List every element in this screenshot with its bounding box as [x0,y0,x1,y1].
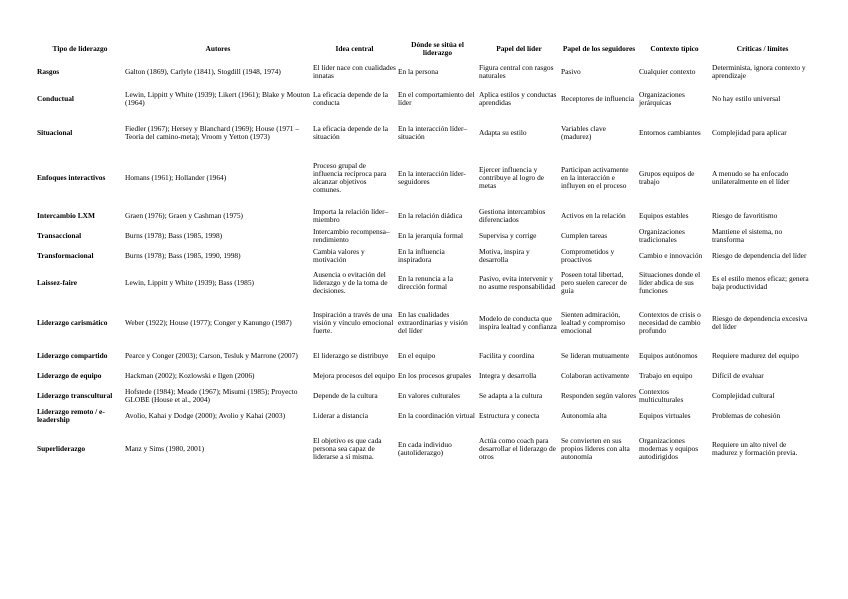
table-cell: Equipos autónomos [639,350,698,360]
table-row [36,366,814,386]
leadership-type: Liderazgo transcultural [37,390,113,400]
table-cell: Complejidad para aplicar [712,127,787,137]
table-cell: Motiva, inspira y desarrolla [479,246,530,264]
table-row [36,206,814,226]
table-cell: Se convierten en sus propios líderes con alta autonomía [561,435,630,462]
table-row [36,386,814,406]
table-row [36,346,814,366]
table-cell: Mantiene el sistema, no transforma [712,226,783,244]
authors-cell: Fiedler (1967); Hersey y Blanchard (1969); House (1971 – Teoría del camino-meta); Vroom y Yetton (1973) [125,123,300,141]
leadership-table [36,36,814,472]
table-cell: Requiere un alto nivel de madurez y formación previa. [712,439,798,457]
table-cell: Equipos virtuales [639,410,691,420]
table-cell: Riesgo de dependencia del líder [712,250,807,260]
table-cell: Colaboran activamente [561,370,630,380]
table-row [36,426,814,472]
table-cell: Equipos estables [639,210,689,220]
table-cell: Actúa como coach para desarrollar el liderazgo de otros [479,435,556,462]
table-row [36,226,814,246]
table-cell: En el comportamiento del líder [398,89,475,107]
table-cell: Cumplen tareas [561,230,608,240]
table-cell: Receptores de influencia [561,93,635,103]
table-cell: Requiere madurez del equipo [712,350,799,360]
table-cell: No hay estilo universal [712,93,781,103]
authors-cell: Homans (1961); Hollander (1964) [125,172,227,182]
table-cell: Modelo de conducta que inspira lealtad y confianza [479,313,557,331]
table-cell: Inspiración a través de una visión y vínculo emocional fuerte. [313,309,394,336]
table-cell: Activos en la relación [561,210,626,220]
leadership-type: Laissez-faire [37,277,78,287]
authors-cell: Graen (1976); Graen y Cashman (1975) [125,210,244,220]
table-row [36,406,814,426]
table-cell: Entornos cambiantes [639,127,701,137]
table-cell: En las cualidades extraordinarias y visión del líder [398,309,468,336]
header-cell: Tipo de liderazgo [52,43,108,53]
table-cell: Aplica estilos y conductas aprendidas [479,89,557,107]
table-cell: Poseen total libertad, pero suelen carecer de guía [561,269,627,296]
table-cell: En la coordinación virtual [398,410,475,420]
table-row [36,82,814,116]
header-cell: Dónde se sitúa el liderazgo [411,39,464,57]
table-cell: Contextos multiculturales [639,386,684,404]
table-cell: En la renuncia a la dirección formal [398,273,453,291]
table-row [36,116,814,150]
table-cell: El liderazgo se distribuye [313,350,389,360]
table-cell: Grupos equipos de trabajo [639,168,695,186]
table-cell: Organizaciones modernas y equipos autodirigidos [639,435,699,462]
table-cell: Importa la relación líder–miembro [313,206,389,224]
table-cell: Pasivo [561,66,581,76]
table-row [36,300,814,346]
table-cell: Liderar a distancia [313,410,368,420]
leadership-type: Liderazgo carismático [37,317,108,327]
leadership-type: Transaccional [37,230,82,240]
table-cell: La eficacia depende de la conducta [313,89,389,107]
authors-cell: Galton (1869), Carlyle (1841), Stogdill (1948, 1974) [125,66,281,76]
authors-cell: Weber (1922); House (1977); Conger y Kanungo (1987) [125,317,292,327]
header-cell: Papel del líder [496,43,542,53]
leadership-type: Liderazgo remoto / e-leadership [37,406,105,424]
table-cell: Sienten admiración, lealtad y compromiso emocional [561,309,626,336]
table-row [36,246,814,266]
table-cell: Complejidad cultural [712,390,775,400]
table-cell: Contextos de crisis o necesidad de cambio profundo [639,309,701,336]
table-cell: Supervisa y corrige [479,230,537,240]
header-cell: Autores [205,43,231,53]
table-cell: Integra y desarrolla [479,370,537,380]
table-cell: Cualquier contexto [639,66,696,76]
header-row [36,36,814,62]
table-cell: En los procesos grupales [398,370,472,380]
table-cell: Organizaciones tradicionales [639,226,685,244]
authors-cell: Hofstede (1984); Meade (1967); Misumi (1985); Proyecto GLOBE (House et al., 2004) [125,386,298,404]
table-cell: En la persona [398,66,439,76]
table-cell: Proceso grupal de influencia recíproca para alcanzar objetivos comunes. [313,160,387,195]
leadership-type: Liderazgo de equipo [37,370,102,380]
table-cell: En el equipo [398,350,436,360]
table-cell: Facilita y coordina [479,350,535,360]
table-cell: Ejercer influencia y contribuye al logro de metas [479,164,545,191]
table-cell: El objetivo es que cada persona sea capaz de liderarse a sí misma. [313,435,382,462]
table-cell: Participan activamente en la interacción e influyen en el proceso [561,164,629,191]
authors-cell: Lewin, Lippitt y White (1939); Likert (1961); Blake y Mouton (1964) [125,89,311,107]
table-cell: Trabajo en equipo [639,370,693,380]
table-cell: Comprometidos y proactivos [561,246,615,264]
table-cell: Pasivo, evita intervenir y no asume responsabilidad [479,273,556,291]
authors-cell: Lewin, Lippitt y White (1939); Bass (1985) [125,277,254,287]
table-cell: Situaciones donde el líder abdica de sus funciones [639,269,701,296]
leadership-type: Liderazgo compartido [37,350,108,360]
table-cell: Determinista, ignora contexto y aprendizaje [712,62,806,80]
leadership-type: Rasgos [37,66,60,76]
table-cell: Difícil de evaluar [712,370,764,380]
authors-cell: Hackman (2002); Kozlowski e Ilgen (2006) [125,370,255,380]
table-cell: El líder nace con cualidades innatas [313,62,396,80]
leadership-type: Transformacional [37,250,94,260]
table-cell: Riesgo de favoritismo [712,210,778,220]
table-cell: Gestiona intercambios diferenciados [479,206,546,224]
table-cell: Se adapta a la cultura [479,390,543,400]
table-cell: Responden según valores [561,390,637,400]
header-cell: Idea central [335,43,374,53]
table-row [36,62,814,82]
leadership-type: Conductual [37,93,74,103]
table-cell: En valores culturales [398,390,460,400]
table-cell: Riesgo de dependencia excesiva del líder [712,313,808,331]
leadership-type: Superliderazgo [37,443,86,453]
table-cell: Se lideran mutuamente [561,350,630,360]
table-cell: En la influencia inspiradora [398,246,445,264]
table-row [36,150,814,206]
table-cell: Cambio e innovación [639,250,703,260]
table-cell: Es el estilo menos eficaz; genera baja productividad [712,273,809,291]
table-cell: Autonomía alta [561,410,607,420]
table-cell: A menudo se ha enfocado unilateralmente en el líder [712,168,790,186]
table-cell: Cambia valores y motivación [313,246,365,264]
table-cell: Depende de la cultura [313,390,378,400]
authors-cell: Manz y Sims (1980, 2001) [125,443,205,453]
header-cell: Críticas / límites [736,43,789,53]
table-cell: En la jerarquía formal [398,230,464,240]
table-cell: Adapta su estilo [479,127,527,137]
table-cell: En la interacción líder-seguidores [398,168,466,186]
authors-cell: Avolio, Kahai y Dodge (2000); Avolio y Kahai (2003) [125,410,286,420]
table-cell: Figura central con rasgos naturales [479,62,554,80]
table-cell: En la relación diádica [398,210,463,220]
table-cell: Organizaciones jerárquicas [639,89,685,107]
leadership-type: Enfoques interactivos [37,172,106,182]
authors-cell: Burns (1978); Bass (1985, 1990, 1998) [125,250,241,260]
authors-cell: Pearce y Conger (2003); Carson, Tesluk y Marrone (2007) [125,350,298,360]
table-cell: Mejora procesos del equipo [313,370,395,380]
leadership-type: Intercambio LXM [37,210,95,220]
header-cell: Contexto típico [650,43,699,53]
leadership-type: Situacional [37,127,73,137]
table-cell: Variables clave (madurez) [561,123,606,141]
table-cell: Estructura y conecta [479,410,540,420]
table-cell: Ausencia o evitación del liderazgo y de la toma de decisiones. [313,269,388,296]
table-cell: Problemas de cohesión [712,410,781,420]
table-row [36,266,814,300]
table-cell: La eficacia depende de la situación [313,123,389,141]
header-cell: Papel de los seguidores [562,43,636,53]
table-cell: En la interacción líder–situación [398,123,468,141]
table-cell: Intercambio recompensa–rendimiento [313,226,390,244]
table-cell: En cada individuo (autoliderazgo) [398,439,452,457]
authors-cell: Burns (1978); Bass (1985, 1998) [125,230,223,240]
